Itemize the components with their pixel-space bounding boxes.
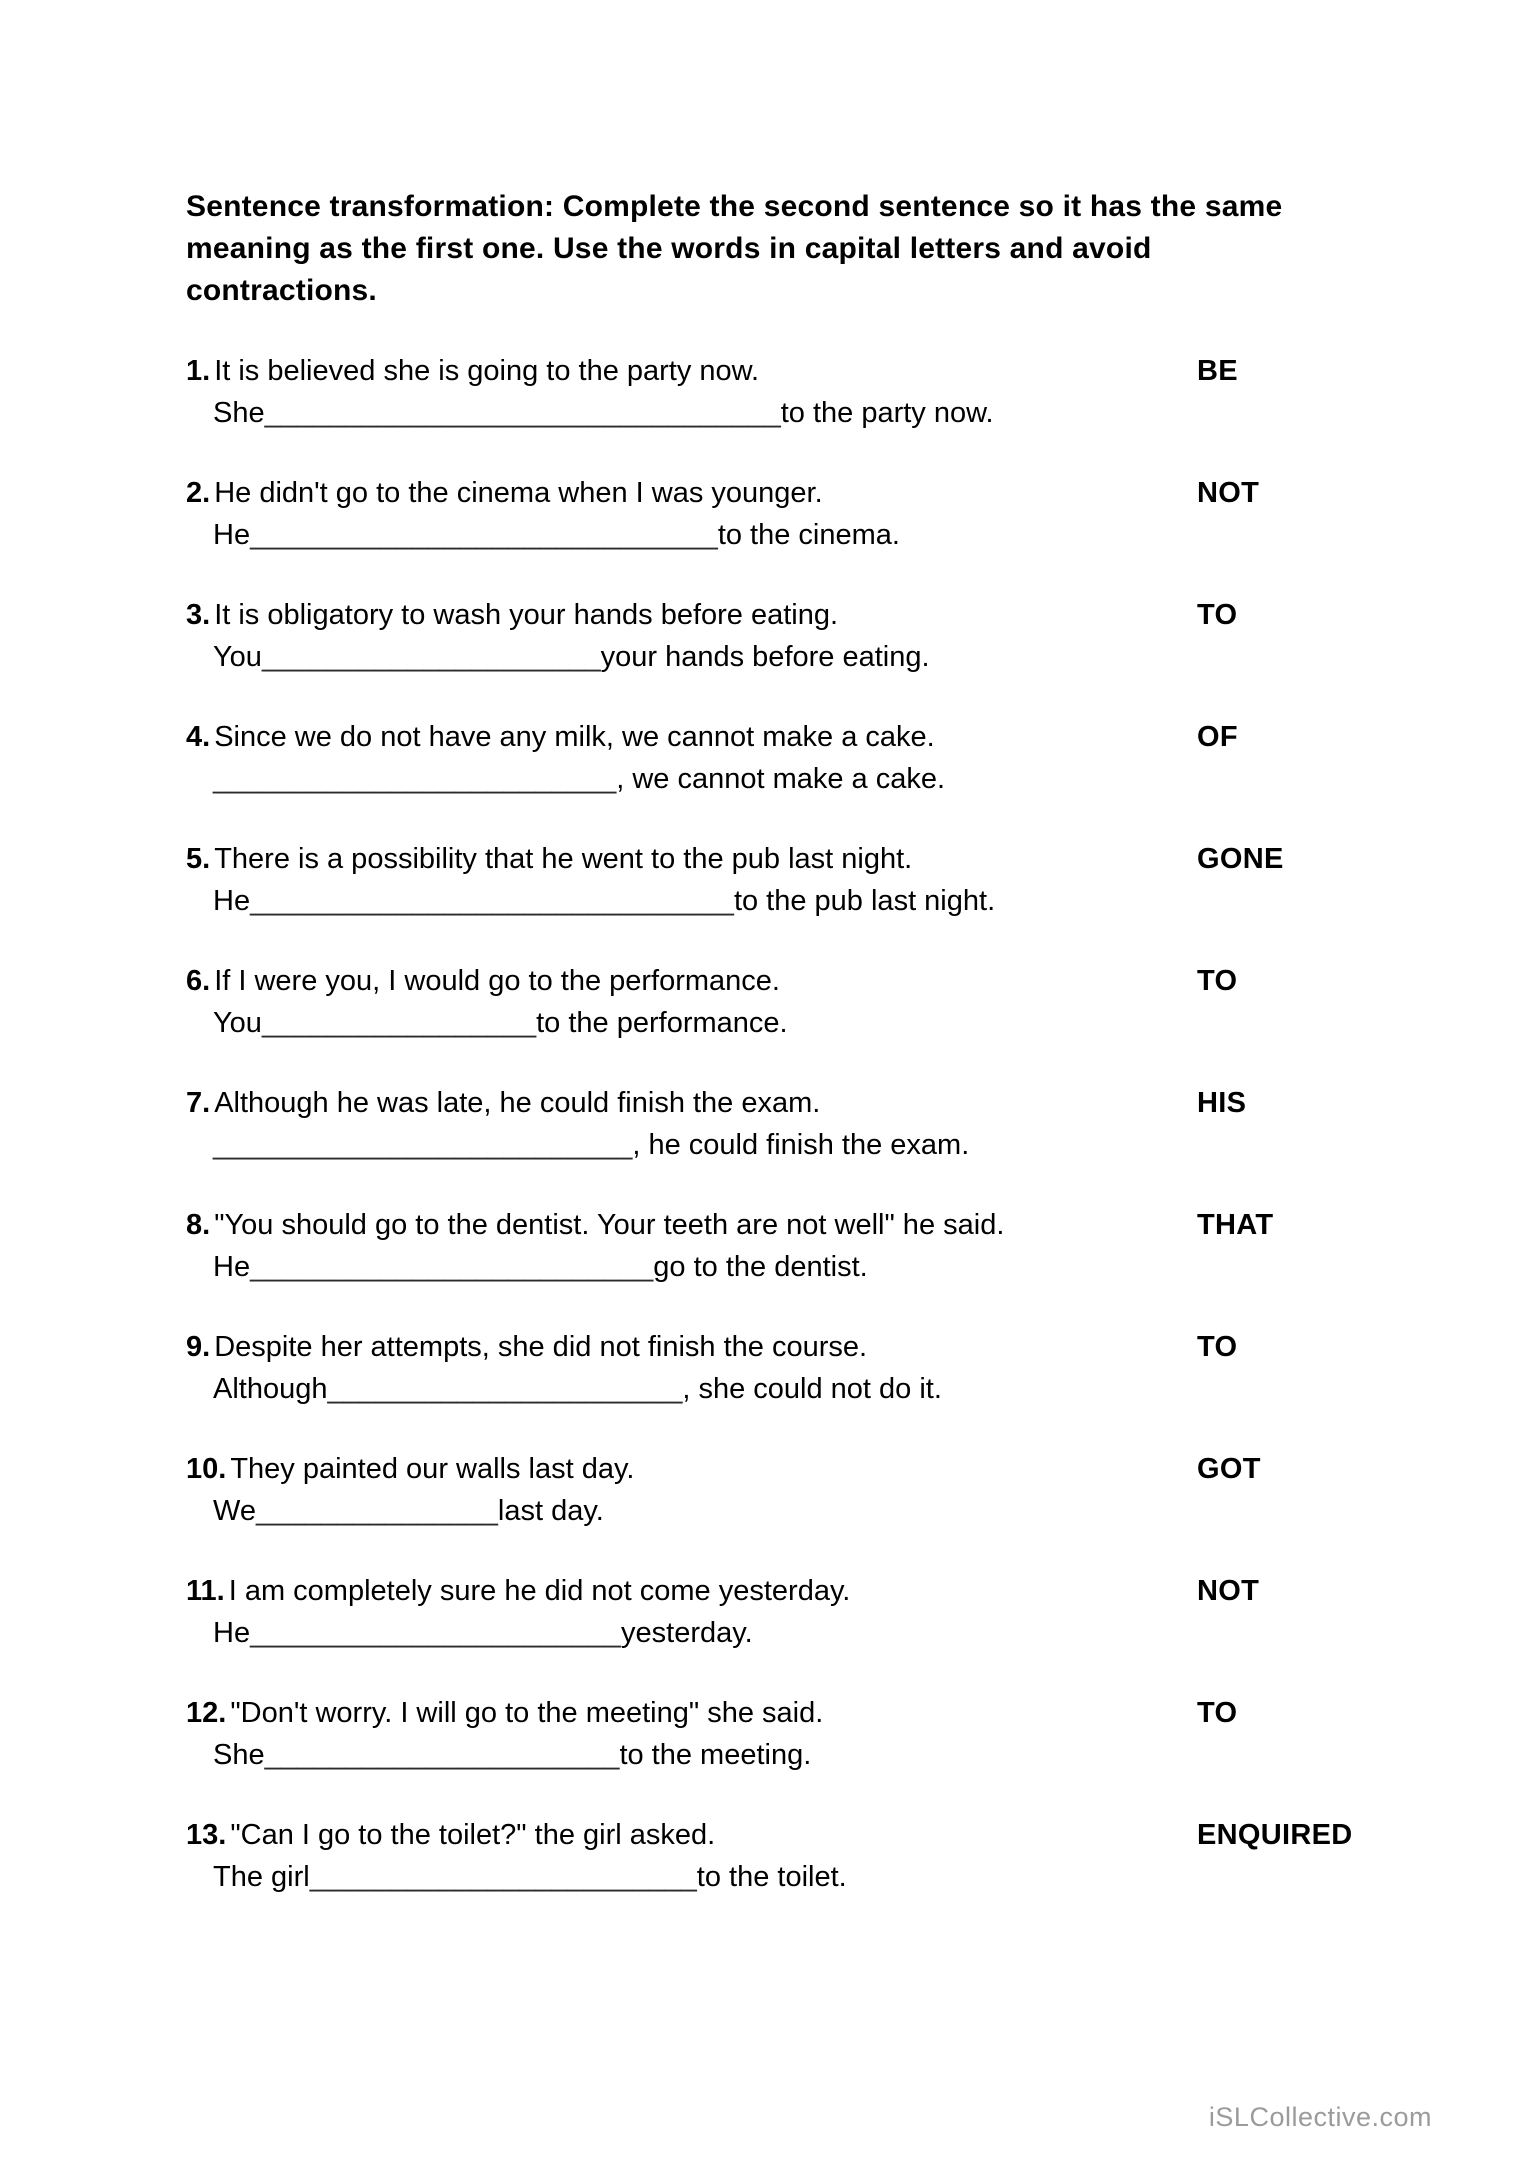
item-number: 9. xyxy=(186,1331,211,1363)
item-sentence: I am completely sure he did not come yesterday. xyxy=(228,1575,851,1607)
instructions-line-3: contractions. xyxy=(186,274,377,307)
answer-prefix: He xyxy=(213,885,251,917)
item-number: 11. xyxy=(186,1575,225,1607)
item-keyword: TO xyxy=(1197,1697,1238,1729)
source-sentence-line xyxy=(186,1570,1466,1612)
source-sentence-line xyxy=(186,1204,1466,1246)
answer-blank-line: ______________________________ xyxy=(250,885,734,917)
answer-suffix: , she could not do it. xyxy=(682,1373,942,1405)
item-sentence: It is obligatory to wash your hands before eating. xyxy=(214,599,839,631)
answer-suffix: to the pub last night. xyxy=(733,885,996,917)
source-sentence-line xyxy=(186,1814,1466,1856)
answer-suffix: , he could finish the exam. xyxy=(632,1129,970,1161)
answer-suffix: to the cinema. xyxy=(717,519,900,551)
answer-line xyxy=(186,1124,1466,1166)
answer-prefix: You xyxy=(213,1007,262,1039)
source-sentence-line xyxy=(186,838,1466,880)
item-sentence: If I were you, I would go to the performance. xyxy=(214,965,780,997)
item-number: 1. xyxy=(186,355,211,387)
item-keyword: ENQUIRED xyxy=(1197,1819,1353,1851)
answer-line xyxy=(186,514,1466,556)
answer-line xyxy=(186,1490,1466,1532)
exercise-item xyxy=(186,716,1466,800)
item-keyword: THAT xyxy=(1197,1209,1274,1241)
answer-blank-line: _____________________________ xyxy=(250,519,718,551)
item-number: 7. xyxy=(186,1087,211,1119)
answer-suffix: to the party now. xyxy=(780,397,994,429)
source-sentence-line xyxy=(186,960,1466,1002)
source-sentence-line xyxy=(186,350,1466,392)
item-keyword: BE xyxy=(1197,355,1238,387)
answer-blank-line: _______________________ xyxy=(250,1617,622,1649)
answer-prefix: Although xyxy=(213,1373,328,1405)
item-sentence: Although he was late, he could finish the exam. xyxy=(214,1087,821,1119)
answer-prefix: She xyxy=(213,1739,265,1771)
answer-blank-line: _____________________ xyxy=(261,641,601,673)
item-number: 8. xyxy=(186,1209,211,1241)
answer-line xyxy=(186,1002,1466,1044)
source-sentence-line xyxy=(186,594,1466,636)
item-keyword: NOT xyxy=(1197,477,1260,509)
item-keyword: OF xyxy=(1197,721,1238,753)
item-number: 12. xyxy=(186,1697,227,1729)
answer-suffix: last day. xyxy=(497,1495,604,1527)
exercise-item xyxy=(186,1204,1466,1288)
answer-suffix: to the performance. xyxy=(536,1007,788,1039)
item-keyword: HIS xyxy=(1197,1087,1247,1119)
item-sentence: It is believed she is going to the party now. xyxy=(214,355,760,387)
source-sentence-line xyxy=(186,1326,1466,1368)
answer-prefix: She xyxy=(213,397,265,429)
answer-suffix: to the meeting. xyxy=(619,1739,812,1771)
exercise-item xyxy=(186,1326,1466,1410)
item-keyword: NOT xyxy=(1197,1575,1260,1607)
item-number: 2. xyxy=(186,477,211,509)
exercise-item xyxy=(186,1448,1466,1532)
item-sentence: "Can I go to the toilet?" the girl asked. xyxy=(230,1819,716,1851)
exercise-item xyxy=(186,350,1466,434)
answer-suffix: , we cannot make a cake. xyxy=(616,763,946,795)
answer-suffix: yesterday. xyxy=(621,1617,753,1649)
answer-prefix: He xyxy=(213,1617,251,1649)
exercise-item xyxy=(186,960,1466,1044)
exercise-item xyxy=(186,1692,1466,1776)
answer-line xyxy=(186,636,1466,678)
source-sentence-line xyxy=(186,1082,1466,1124)
item-number: 6. xyxy=(186,965,211,997)
answer-prefix: The girl xyxy=(213,1861,310,1893)
answer-suffix: your hands before eating. xyxy=(600,641,930,673)
answer-line xyxy=(186,1368,1466,1410)
answer-blank-line: __________________________ xyxy=(213,1129,633,1161)
answer-blank-line: ______________________ xyxy=(327,1373,683,1405)
item-number: 10. xyxy=(186,1453,227,1485)
instructions-line-2: meaning as the first one. Use the words in capital letters and avoid xyxy=(186,232,1152,265)
exercise-item xyxy=(186,838,1466,922)
item-number: 5. xyxy=(186,843,211,875)
answer-line xyxy=(186,1734,1466,1776)
item-sentence: Since we do not have any milk, we cannot make a cake. xyxy=(214,721,935,753)
answer-prefix: He xyxy=(213,1251,251,1283)
answer-line xyxy=(186,1612,1466,1654)
source-sentence-line xyxy=(186,1692,1466,1734)
exercise-item xyxy=(186,1082,1466,1166)
answer-blank-line: ______________________ xyxy=(264,1739,620,1771)
item-number: 4. xyxy=(186,721,211,753)
item-sentence: "Don't worry. I will go to the meeting" she said. xyxy=(230,1697,824,1729)
item-sentence: They painted our walls last day. xyxy=(230,1453,635,1485)
answer-line xyxy=(186,1856,1466,1898)
answer-blank-line: _________________ xyxy=(261,1007,537,1039)
answer-prefix: He xyxy=(213,519,251,551)
answer-prefix: We xyxy=(213,1495,256,1527)
exercise-item xyxy=(186,1570,1466,1654)
source-sentence-line xyxy=(186,716,1466,758)
item-keyword: GONE xyxy=(1197,843,1284,875)
exercise-list xyxy=(186,350,1532,1898)
item-keyword: TO xyxy=(1197,1331,1238,1363)
answer-line xyxy=(186,758,1466,800)
answer-suffix: go to the dentist. xyxy=(653,1251,868,1283)
exercise-item xyxy=(186,472,1466,556)
answer-line xyxy=(186,392,1466,434)
exercise-item xyxy=(186,1814,1466,1898)
item-sentence: "You should go to the dentist. Your teeth are not well" he said. xyxy=(214,1209,1005,1241)
item-keyword: TO xyxy=(1197,965,1238,997)
item-keyword: GOT xyxy=(1197,1453,1261,1485)
answer-blank-line: ________________________________ xyxy=(264,397,781,429)
answer-suffix: to the toilet. xyxy=(696,1861,847,1893)
answer-blank-line: _______________ xyxy=(255,1495,498,1527)
source-sentence-line xyxy=(186,472,1466,514)
item-keyword: TO xyxy=(1197,599,1238,631)
item-number: 13. xyxy=(186,1819,227,1851)
answer-prefix: You xyxy=(213,641,262,673)
item-sentence: There is a possibility that he went to the pub last night. xyxy=(214,843,913,875)
item-number: 3. xyxy=(186,599,211,631)
answer-blank-line: ________________________ xyxy=(309,1861,697,1893)
worksheet-instructions xyxy=(186,186,1532,312)
answer-line xyxy=(186,880,1466,922)
answer-blank-line: _________________________ xyxy=(250,1251,654,1283)
instructions-line-1: Sentence transformation: Complete the second sentence so it has the same xyxy=(186,190,1283,223)
item-sentence: He didn't go to the cinema when I was younger. xyxy=(214,477,823,509)
source-sentence-line xyxy=(186,1448,1466,1490)
islcollective-watermark: iSLCollective.com xyxy=(1208,2102,1432,2132)
answer-line xyxy=(186,1246,1466,1288)
exercise-item xyxy=(186,594,1466,678)
item-sentence: Despite her attempts, she did not finish the course. xyxy=(214,1331,868,1363)
answer-blank-line: _________________________ xyxy=(213,763,617,795)
